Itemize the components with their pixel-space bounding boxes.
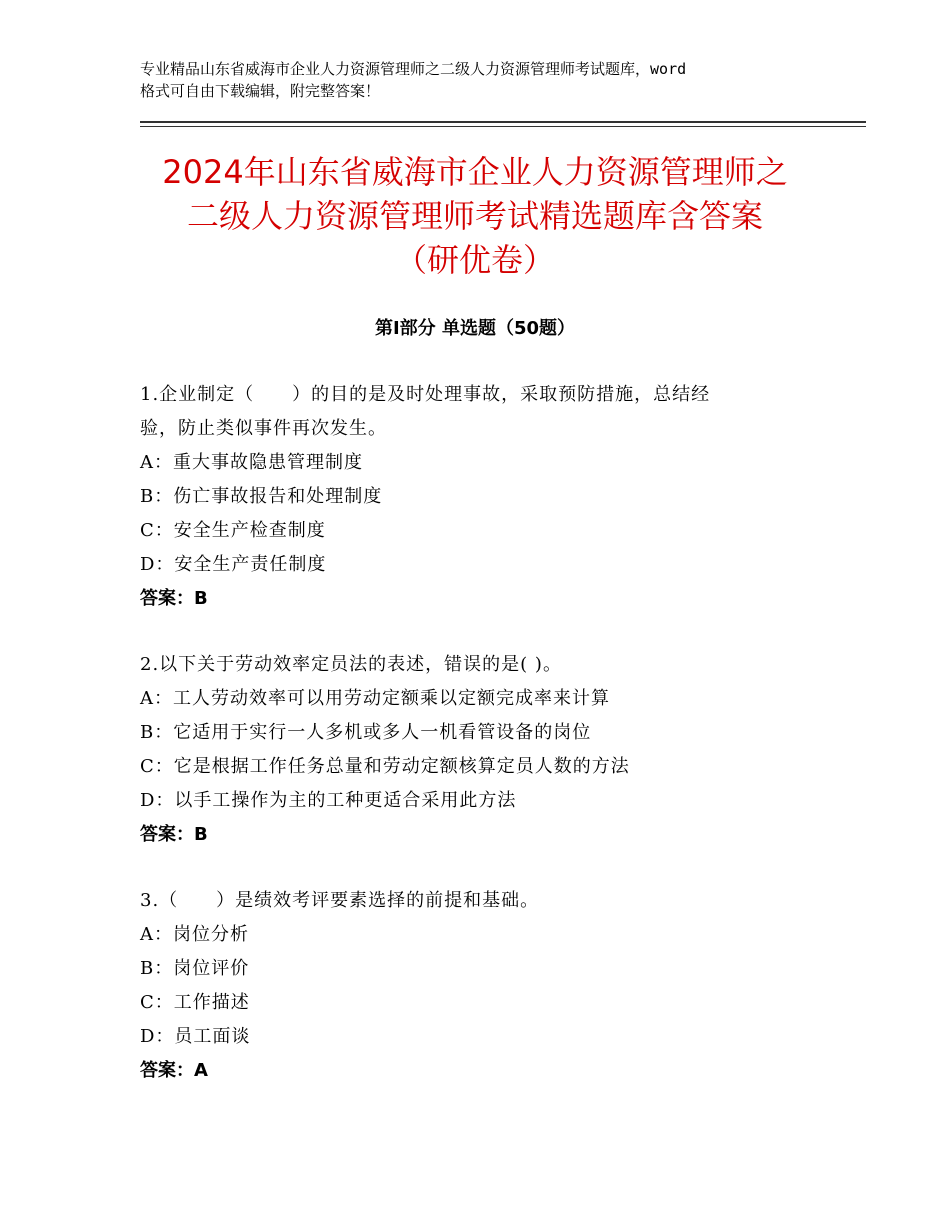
option-b: B：伤亡事故报告和处理制度 bbox=[140, 486, 383, 507]
option-c: C：工作描述 bbox=[140, 992, 250, 1013]
question-stem: 1.企业制定（ ）的目的是及时处理事故，采取预防措施，总结经 bbox=[140, 384, 711, 405]
option-a: A：重大事故隐患管理制度 bbox=[140, 452, 363, 473]
header-note bbox=[140, 58, 840, 102]
header-divider bbox=[140, 121, 866, 123]
option-b: B：它适用于实行一人多机或多人一机看管设备的岗位 bbox=[140, 722, 592, 743]
answer-label: 答案：B bbox=[140, 824, 208, 845]
title-line: 2024年山东省威海市企业人力资源管理师之 bbox=[162, 153, 788, 191]
option-a: A：工人劳动效率可以用劳动定额乘以定额完成率来计算 bbox=[140, 688, 610, 709]
question-item bbox=[140, 648, 820, 852]
header-note-line: 格式可自由下载编辑，附完整答案！ bbox=[140, 82, 381, 100]
header-divider-thin bbox=[140, 126, 866, 127]
option-b: B：岗位评价 bbox=[140, 958, 250, 979]
question-list bbox=[140, 378, 820, 1120]
option-d: D：以手工操作为主的工种更适合采用此方法 bbox=[140, 790, 517, 811]
header-note-line: 专业精品山东省威海市企业人力资源管理师之二级人力资源管理师考试题库，word bbox=[140, 60, 687, 78]
section-heading: 第Ⅰ部分 单选题（50题） bbox=[374, 318, 575, 339]
question-stem: 2.以下关于劳动效率定员法的表述，错误的是( )。 bbox=[140, 654, 562, 675]
answer-label: 答案：A bbox=[140, 1060, 208, 1081]
question-item bbox=[140, 884, 820, 1088]
option-a: A：岗位分析 bbox=[140, 924, 249, 945]
answer-label: 答案：B bbox=[140, 588, 208, 609]
question-stem: 3.（ ）是绩效考评要素选择的前提和基础。 bbox=[140, 890, 540, 911]
question-stem-continued: 验，防止类似事件再次发生。 bbox=[140, 418, 387, 439]
option-c: C：安全生产检查制度 bbox=[140, 520, 326, 541]
title-line: 二级人力资源管理师考试精选题库含答案 bbox=[186, 197, 763, 235]
title-line: （研优卷） bbox=[394, 241, 555, 279]
option-c: C：它是根据工作任务总量和劳动定额核算定员人数的方法 bbox=[140, 756, 630, 777]
option-d: D：安全生产责任制度 bbox=[140, 554, 327, 575]
question-item bbox=[140, 378, 820, 616]
option-d: D：员工面谈 bbox=[140, 1026, 251, 1047]
document-title bbox=[110, 150, 840, 282]
